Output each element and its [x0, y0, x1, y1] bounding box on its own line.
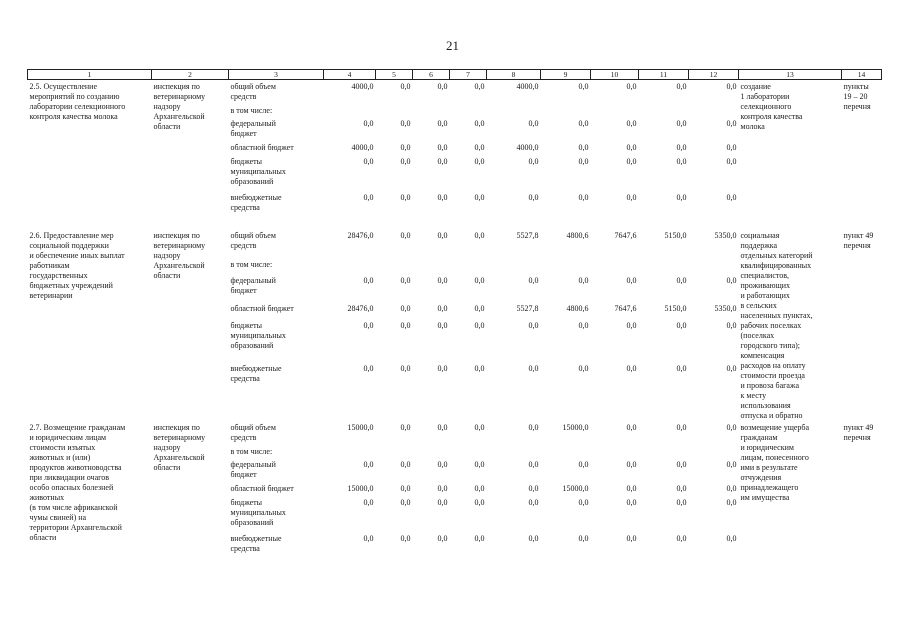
amount-cell: 0,0: [474, 484, 485, 493]
amount-cell: [591, 106, 639, 119]
amount-cell: 0,0: [726, 484, 737, 493]
amount-cell: 0,0: [578, 157, 589, 166]
funding-source-label: общий объем средств: [230, 82, 276, 101]
funding-source-label: областной бюджет: [230, 484, 294, 493]
header-row: [28, 70, 882, 80]
amount-cell: 0,0: [676, 157, 687, 166]
amount-cell: 0,0: [400, 320, 411, 330]
amount-cell: 0,0: [437, 460, 448, 469]
column-header: 13: [739, 70, 842, 80]
amount-cell: 0,0: [676, 119, 687, 128]
amount-cell: 0,0: [726, 460, 737, 469]
amount-cell: [450, 106, 487, 119]
amount-cell: 0,0: [676, 484, 687, 493]
column-header: 4: [324, 70, 376, 80]
amount-cell: 15000,0: [562, 484, 589, 493]
amount-cell: 0,0: [437, 484, 448, 493]
amount-cell: 0,0: [474, 157, 485, 166]
column-header: 5: [376, 70, 413, 80]
amount-cell: 4000,0: [516, 82, 539, 91]
amount-cell: 0,0: [626, 423, 637, 432]
amount-cell: 0,0: [626, 498, 637, 507]
amount-cell: 4800,6: [566, 304, 589, 314]
funding-source-label: внебюджетные средства: [230, 193, 282, 212]
amount-cell: 0,0: [726, 534, 737, 543]
amount-cell: 0,0: [676, 193, 687, 202]
amount-cell: 0,0: [626, 320, 637, 330]
amount-cell: 0,0: [474, 119, 485, 128]
amount-cell: 15000,0: [562, 423, 589, 432]
amount-cell: 0,0: [726, 193, 737, 202]
amount-cell: 0,0: [626, 193, 637, 202]
amount-cell: 0,0: [363, 363, 374, 373]
amount-cell: 0,0: [528, 193, 539, 202]
amount-cell: 0,0: [474, 304, 485, 314]
amount-cell: 0,0: [676, 82, 687, 91]
amount-cell: 0,0: [400, 460, 411, 469]
amount-cell: [487, 447, 541, 460]
funding-source-label: областной бюджет: [230, 143, 294, 152]
amount-cell: 0,0: [400, 534, 411, 543]
amount-cell: 0,0: [474, 498, 485, 507]
amount-cell: 0,0: [578, 119, 589, 128]
amount-cell: 0,0: [626, 143, 637, 152]
column-header: 12: [689, 70, 739, 80]
column-header: 2: [152, 70, 229, 80]
amount-cell: 0,0: [726, 275, 737, 285]
amount-cell: 0,0: [437, 275, 448, 285]
column-header: 6: [413, 70, 450, 80]
table-row: [28, 421, 882, 447]
measure-title: 2.7. Возмещение гражданам и юридическим лицам стоимости изъятых животных и (или) продуктов животноводства при ликвидации очагов особо опасных болезней животных (в том числе африканской чумы свиней) на территории Архангельской области: [29, 423, 126, 542]
amount-cell: 0,0: [528, 423, 539, 432]
table-row: [28, 229, 882, 260]
amount-cell: 0,0: [437, 320, 448, 330]
column-header: 9: [541, 70, 591, 80]
amount-cell: 0,0: [676, 363, 687, 373]
amount-cell: 0,0: [528, 498, 539, 507]
funding-source-label: бюджеты муниципальных образований: [230, 320, 286, 350]
amount-cell: 28476,0: [347, 231, 374, 240]
amount-cell: 0,0: [437, 534, 448, 543]
amount-cell: 0,0: [626, 484, 637, 493]
amount-cell: 0,0: [474, 231, 485, 240]
amount-cell: 0,0: [400, 82, 411, 91]
amount-cell: 0,0: [528, 534, 539, 543]
amount-cell: 0,0: [437, 498, 448, 507]
amount-cell: 0,0: [437, 143, 448, 152]
amount-cell: 5350,0: [714, 231, 737, 240]
amount-cell: [324, 260, 376, 276]
amount-cell: 0,0: [400, 498, 411, 507]
amount-cell: [689, 106, 739, 119]
result-cell: создание 1 лаборатории селекционного контроля качества молока: [740, 82, 803, 131]
amount-cell: 0,0: [437, 231, 448, 240]
amount-cell: 0,0: [676, 534, 687, 543]
amount-cell: 0,0: [578, 82, 589, 91]
amount-cell: 0,0: [578, 363, 589, 373]
amount-cell: 0,0: [528, 275, 539, 285]
amount-cell: [376, 260, 413, 276]
amount-cell: 0,0: [474, 82, 485, 91]
amount-cell: 0,0: [474, 275, 485, 285]
amount-cell: [689, 447, 739, 460]
amount-cell: 0,0: [474, 193, 485, 202]
amount-cell: 0,0: [528, 320, 539, 330]
measure-title: 2.5. Осуществление мероприятий по созданию лаборатории селекционного контроля качества молока: [29, 82, 126, 121]
amount-cell: 7647,6: [614, 304, 637, 314]
amount-cell: 0,0: [726, 423, 737, 432]
amount-cell: 0,0: [578, 534, 589, 543]
amount-cell: 4000,0: [516, 143, 539, 152]
amount-cell: 0,0: [363, 119, 374, 128]
amount-cell: 5150,0: [664, 231, 687, 240]
amount-cell: 0,0: [400, 304, 411, 314]
amount-cell: 0,0: [726, 320, 737, 330]
amount-cell: 0,0: [578, 498, 589, 507]
amount-cell: 0,0: [528, 157, 539, 166]
reference-cell: пункты 19 – 20 перечня: [843, 82, 871, 111]
amount-cell: [591, 447, 639, 460]
amount-cell: 7647,6: [614, 231, 637, 240]
amount-cell: 0,0: [726, 119, 737, 128]
amount-cell: 0,0: [676, 498, 687, 507]
amount-cell: 4800,6: [566, 231, 589, 240]
amount-cell: 0,0: [626, 119, 637, 128]
funding-source-label: областной бюджет: [230, 304, 294, 314]
amount-cell: [639, 447, 689, 460]
amount-cell: 0,0: [578, 460, 589, 469]
amount-cell: [689, 260, 739, 276]
amount-cell: 0,0: [676, 320, 687, 330]
program-table: [27, 69, 882, 554]
amount-cell: [376, 447, 413, 460]
amount-cell: 0,0: [437, 193, 448, 202]
amount-cell: 0,0: [578, 143, 589, 152]
amount-cell: 5150,0: [664, 304, 687, 314]
amount-cell: 0,0: [626, 534, 637, 543]
funding-source-label: в том числе:: [230, 260, 273, 269]
amount-cell: 0,0: [474, 423, 485, 432]
amount-cell: [487, 260, 541, 276]
amount-cell: 0,0: [400, 484, 411, 493]
amount-cell: 5527,8: [516, 304, 539, 314]
amount-cell: 0,0: [437, 363, 448, 373]
amount-cell: 15000,0: [347, 484, 374, 493]
amount-cell: 0,0: [363, 460, 374, 469]
funding-source-label: общий объем средств: [230, 231, 276, 250]
result-cell: возмещение ущерба гражданам и юридическим лицам, понесенного ими в результате отчуждения принадлежащего им имущества: [740, 423, 810, 502]
amount-cell: 0,0: [437, 157, 448, 166]
funding-source-label: общий объем средств: [230, 423, 276, 442]
amount-cell: [487, 106, 541, 119]
funding-source-label: в том числе:: [230, 447, 273, 456]
amount-cell: 0,0: [474, 143, 485, 152]
amount-cell: 0,0: [363, 320, 374, 330]
amount-cell: [639, 260, 689, 276]
column-header: 3: [229, 70, 324, 80]
amount-cell: 0,0: [676, 275, 687, 285]
funding-source-label: бюджеты муниципальных образований: [230, 498, 286, 527]
amount-cell: 0,0: [726, 498, 737, 507]
amount-cell: 0,0: [400, 119, 411, 128]
amount-cell: 0,0: [726, 143, 737, 152]
amount-cell: 0,0: [400, 143, 411, 152]
amount-cell: 0,0: [400, 193, 411, 202]
amount-cell: 15000,0: [347, 423, 374, 432]
page-number: 21: [446, 38, 459, 53]
column-header: 11: [639, 70, 689, 80]
funding-source-label: в том числе:: [230, 106, 273, 115]
amount-cell: [413, 106, 450, 119]
amount-cell: 0,0: [626, 460, 637, 469]
column-header: 7: [450, 70, 487, 80]
amount-cell: [413, 447, 450, 460]
amount-cell: 0,0: [437, 82, 448, 91]
amount-cell: 28476,0: [347, 304, 374, 314]
amount-cell: [450, 447, 487, 460]
amount-cell: 4000,0: [351, 143, 374, 152]
amount-cell: 0,0: [578, 275, 589, 285]
amount-cell: [591, 260, 639, 276]
amount-cell: 0,0: [437, 423, 448, 432]
amount-cell: 0,0: [437, 119, 448, 128]
amount-cell: 0,0: [474, 534, 485, 543]
amount-cell: [541, 260, 591, 276]
amount-cell: 0,0: [474, 320, 485, 330]
amount-cell: 0,0: [676, 143, 687, 152]
amount-cell: [541, 106, 591, 119]
amount-cell: 5350,0: [714, 304, 737, 314]
amount-cell: [324, 447, 376, 460]
amount-cell: 0,0: [626, 363, 637, 373]
amount-cell: 0,0: [437, 304, 448, 314]
amount-cell: 0,0: [363, 275, 374, 285]
amount-cell: 0,0: [400, 423, 411, 432]
table-row: [28, 80, 882, 107]
amount-cell: [413, 260, 450, 276]
funding-source-label: федеральный бюджет: [230, 119, 276, 138]
executor-cell: инспекция по ветеринарному надзору Архангельской области: [153, 423, 206, 472]
amount-cell: [639, 106, 689, 119]
column-header: 14: [842, 70, 882, 80]
funding-source-label: внебюджетные средства: [230, 363, 282, 383]
amount-cell: 0,0: [676, 423, 687, 432]
amount-cell: [450, 260, 487, 276]
executor-cell: инспекция по ветеринарному надзору Архангельской области: [153, 82, 206, 131]
amount-cell: 0,0: [626, 275, 637, 285]
amount-cell: 0,0: [626, 157, 637, 166]
measure-title: 2.6. Предоставление мер социальной поддержки и обеспечение иных выплат работникам государственных бюджетных учреждений ветеринарии: [29, 231, 125, 300]
amount-cell: 0,0: [363, 157, 374, 166]
amount-cell: 0,0: [400, 157, 411, 166]
amount-cell: 0,0: [726, 363, 737, 373]
result-cell: социальная поддержка отдельных категорий квалифицированных специалистов, проживающих и работающих в сельских населенных пунктах, рабочих поселках (поселках городского типа); компенсация расходов на оплату стоимости проезда и провоза багажа к месту использования отпуска и обратно: [740, 231, 813, 420]
amount-cell: 0,0: [578, 193, 589, 202]
amount-cell: 4000,0: [351, 82, 374, 91]
amount-cell: [324, 106, 376, 119]
amount-cell: 0,0: [528, 119, 539, 128]
amount-cell: 0,0: [528, 460, 539, 469]
column-header: 10: [591, 70, 639, 80]
amount-cell: [376, 106, 413, 119]
amount-cell: 0,0: [726, 82, 737, 91]
amount-cell: 0,0: [400, 231, 411, 240]
table-body: [28, 80, 882, 555]
amount-cell: 0,0: [400, 275, 411, 285]
reference-cell: пункт 49 перечня: [843, 423, 874, 442]
amount-cell: 0,0: [676, 460, 687, 469]
amount-cell: 0,0: [528, 363, 539, 373]
amount-cell: [541, 447, 591, 460]
amount-cell: 5527,8: [516, 231, 539, 240]
funding-source-label: бюджеты муниципальных образований: [230, 157, 286, 186]
amount-cell: 0,0: [363, 193, 374, 202]
amount-cell: 0,0: [474, 363, 485, 373]
executor-cell: инспекция по ветеринарному надзору Архангельской области: [153, 231, 206, 280]
amount-cell: 0,0: [363, 498, 374, 507]
amount-cell: 0,0: [363, 534, 374, 543]
amount-cell: 0,0: [626, 82, 637, 91]
column-header: 8: [487, 70, 541, 80]
amount-cell: 0,0: [528, 484, 539, 493]
funding-source-label: внебюджетные средства: [230, 534, 282, 553]
amount-cell: 0,0: [400, 363, 411, 373]
column-header: 1: [28, 70, 152, 80]
amount-cell: 0,0: [474, 460, 485, 469]
funding-source-label: федеральный бюджет: [230, 460, 276, 479]
reference-cell: пункт 49 перечня: [843, 231, 874, 250]
amount-cell: 0,0: [578, 320, 589, 330]
amount-cell: 0,0: [726, 157, 737, 166]
funding-source-label: федеральный бюджет: [230, 275, 276, 295]
